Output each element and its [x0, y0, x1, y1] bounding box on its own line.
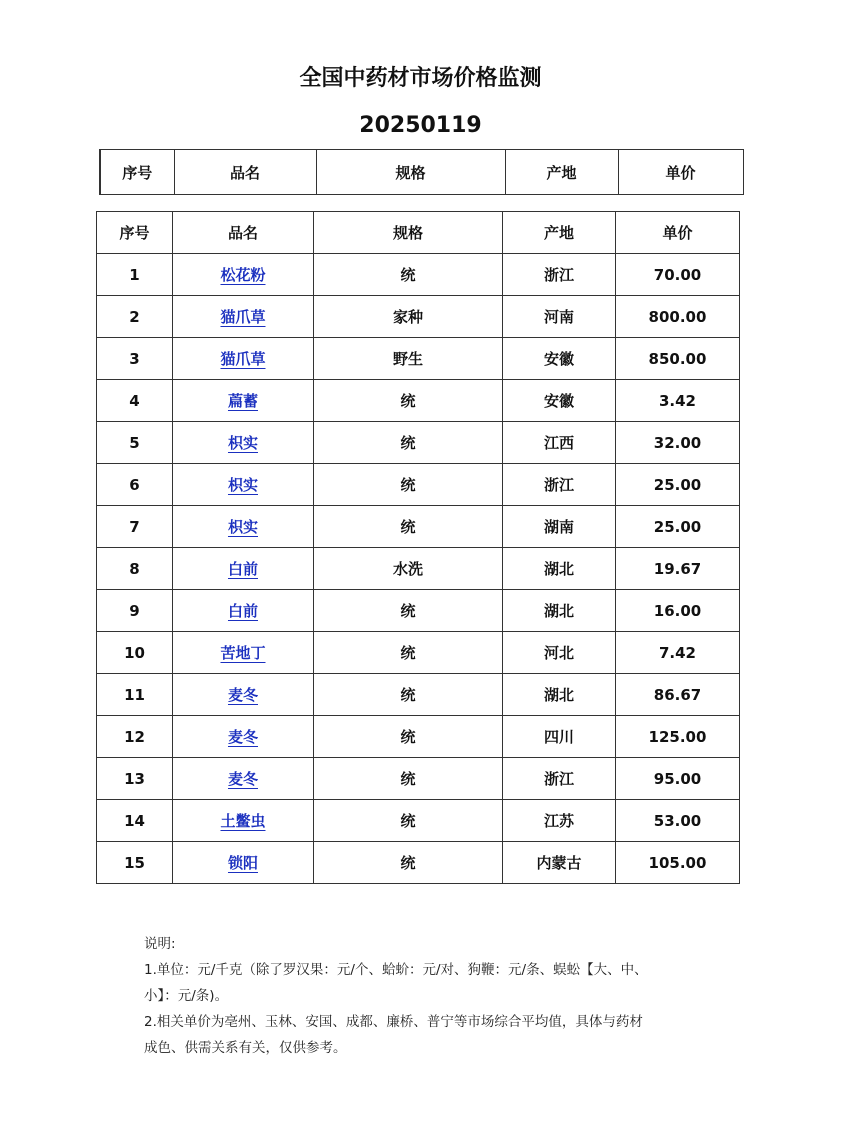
table-row	[97, 380, 740, 422]
row-spec: 统	[314, 464, 503, 506]
column-header-origin: 产地	[503, 212, 616, 254]
row-no: 5	[97, 422, 173, 464]
table-row	[97, 590, 740, 632]
row-spec: 统	[314, 758, 503, 800]
row-no: 7	[97, 506, 173, 548]
row-spec: 水洗	[314, 548, 503, 590]
table-row	[97, 632, 740, 674]
column-header-no: 序号	[97, 212, 173, 254]
row-price: 105.00	[616, 842, 740, 884]
column-header-spec: 规格	[314, 212, 503, 254]
row-name-cell	[173, 800, 314, 842]
row-no: 15	[97, 842, 173, 884]
table-row	[97, 338, 740, 380]
row-name-cell	[173, 296, 314, 338]
notes-line: 2.相关单价为亳州、玉林、安国、成都、廉桥、普宁等市场综合平均值，具体与药材	[144, 1014, 643, 1030]
row-name-cell	[173, 548, 314, 590]
row-origin: 河南	[503, 296, 616, 338]
row-origin: 江西	[503, 422, 616, 464]
row-origin: 江苏	[503, 800, 616, 842]
row-no: 11	[97, 674, 173, 716]
row-spec: 统	[314, 590, 503, 632]
row-origin: 安徽	[503, 338, 616, 380]
row-no: 6	[97, 464, 173, 506]
herb-link[interactable]: 松花粉	[220, 266, 266, 284]
herb-link[interactable]: 白前	[227, 602, 258, 620]
notes-heading: 说明:	[144, 936, 176, 952]
row-spec: 统	[314, 254, 503, 296]
sticky-header-table	[99, 149, 744, 195]
column-header-price: 单价	[616, 212, 740, 254]
row-price: 3.42	[616, 380, 740, 422]
table-row	[97, 758, 740, 800]
row-origin: 浙江	[503, 464, 616, 506]
row-price: 32.00	[616, 422, 740, 464]
row-origin: 四川	[503, 716, 616, 758]
header-cell-no: 序号	[100, 150, 174, 195]
row-price: 70.00	[616, 254, 740, 296]
table-row	[97, 464, 740, 506]
herb-link[interactable]: 土鳖虫	[220, 812, 266, 830]
table-row	[97, 506, 740, 548]
row-price: 125.00	[616, 716, 740, 758]
row-no: 9	[97, 590, 173, 632]
row-spec: 统	[314, 842, 503, 884]
table-row	[97, 800, 740, 842]
herb-link[interactable]: 白前	[227, 560, 258, 578]
row-name-cell	[173, 758, 314, 800]
report-date: 20250119	[359, 113, 482, 138]
herb-link[interactable]: 萹蓄	[227, 392, 258, 410]
row-name-cell	[173, 338, 314, 380]
sticky-header-row	[100, 150, 743, 195]
row-no: 2	[97, 296, 173, 338]
table-row	[97, 422, 740, 464]
row-origin: 浙江	[503, 254, 616, 296]
herb-link[interactable]: 麦冬	[227, 686, 258, 704]
row-origin: 湖北	[503, 674, 616, 716]
row-spec: 统	[314, 632, 503, 674]
row-no: 14	[97, 800, 173, 842]
row-name-cell	[173, 590, 314, 632]
row-no: 4	[97, 380, 173, 422]
row-name-cell	[173, 674, 314, 716]
herb-link[interactable]: 麦冬	[227, 770, 258, 788]
row-name-cell	[173, 632, 314, 674]
row-name-cell	[173, 464, 314, 506]
row-spec: 家种	[314, 296, 503, 338]
row-origin: 安徽	[503, 380, 616, 422]
row-spec: 统	[314, 380, 503, 422]
row-name-cell	[173, 380, 314, 422]
row-price: 95.00	[616, 758, 740, 800]
herb-link[interactable]: 枳实	[227, 518, 258, 536]
row-origin: 内蒙古	[503, 842, 616, 884]
herb-link[interactable]: 锁阳	[227, 854, 258, 872]
row-name-cell	[173, 254, 314, 296]
notes-line: 小】：元/条)。	[144, 988, 229, 1004]
herb-link[interactable]: 猫爪草	[220, 308, 266, 326]
row-price: 16.00	[616, 590, 740, 632]
notes-line: 1.单位：元/千克（除了罗汉果：元/个、蛤蚧：元/对、狗鞭：元/条、蜈蚣【大、中、	[144, 962, 648, 978]
row-price: 7.42	[616, 632, 740, 674]
row-name-cell	[173, 716, 314, 758]
row-price: 25.00	[616, 464, 740, 506]
row-no: 12	[97, 716, 173, 758]
row-no: 3	[97, 338, 173, 380]
row-no: 8	[97, 548, 173, 590]
header-cell-name: 品名	[174, 150, 316, 195]
row-no: 13	[97, 758, 173, 800]
herb-link[interactable]: 猫爪草	[220, 350, 266, 368]
herb-link[interactable]: 麦冬	[227, 728, 258, 746]
table-row	[97, 548, 740, 590]
table-row	[97, 674, 740, 716]
row-price: 25.00	[616, 506, 740, 548]
row-no: 1	[97, 254, 173, 296]
row-origin: 河北	[503, 632, 616, 674]
price-table	[96, 211, 740, 884]
row-spec: 野生	[314, 338, 503, 380]
row-name-cell	[173, 842, 314, 884]
row-spec: 统	[314, 422, 503, 464]
row-origin: 浙江	[503, 758, 616, 800]
row-price: 53.00	[616, 800, 740, 842]
herb-link[interactable]: 枳实	[227, 434, 258, 452]
table-header-row	[97, 212, 740, 254]
header-cell-spec: 规格	[316, 150, 505, 195]
row-price: 850.00	[616, 338, 740, 380]
table-row	[97, 842, 740, 884]
row-origin: 湖北	[503, 548, 616, 590]
row-no: 10	[97, 632, 173, 674]
notes-section	[144, 931, 704, 1061]
row-price: 86.67	[616, 674, 740, 716]
row-spec: 统	[314, 800, 503, 842]
row-spec: 统	[314, 716, 503, 758]
row-spec: 统	[314, 506, 503, 548]
table-row	[97, 254, 740, 296]
column-header-name: 品名	[173, 212, 314, 254]
row-origin: 湖北	[503, 590, 616, 632]
header-cell-origin: 产地	[505, 150, 618, 195]
table-row	[97, 716, 740, 758]
page-title: 全国中药材市场价格监测	[299, 66, 542, 91]
row-price: 800.00	[616, 296, 740, 338]
row-name-cell	[173, 422, 314, 464]
table-row	[97, 296, 740, 338]
herb-link[interactable]: 苦地丁	[220, 644, 266, 662]
notes-line: 成色、供需关系有关，仅供参考。	[144, 1040, 347, 1056]
herb-link[interactable]: 枳实	[227, 476, 258, 494]
row-price: 19.67	[616, 548, 740, 590]
row-spec: 统	[314, 674, 503, 716]
header-cell-price: 单价	[618, 150, 743, 195]
row-origin: 湖南	[503, 506, 616, 548]
row-name-cell	[173, 506, 314, 548]
